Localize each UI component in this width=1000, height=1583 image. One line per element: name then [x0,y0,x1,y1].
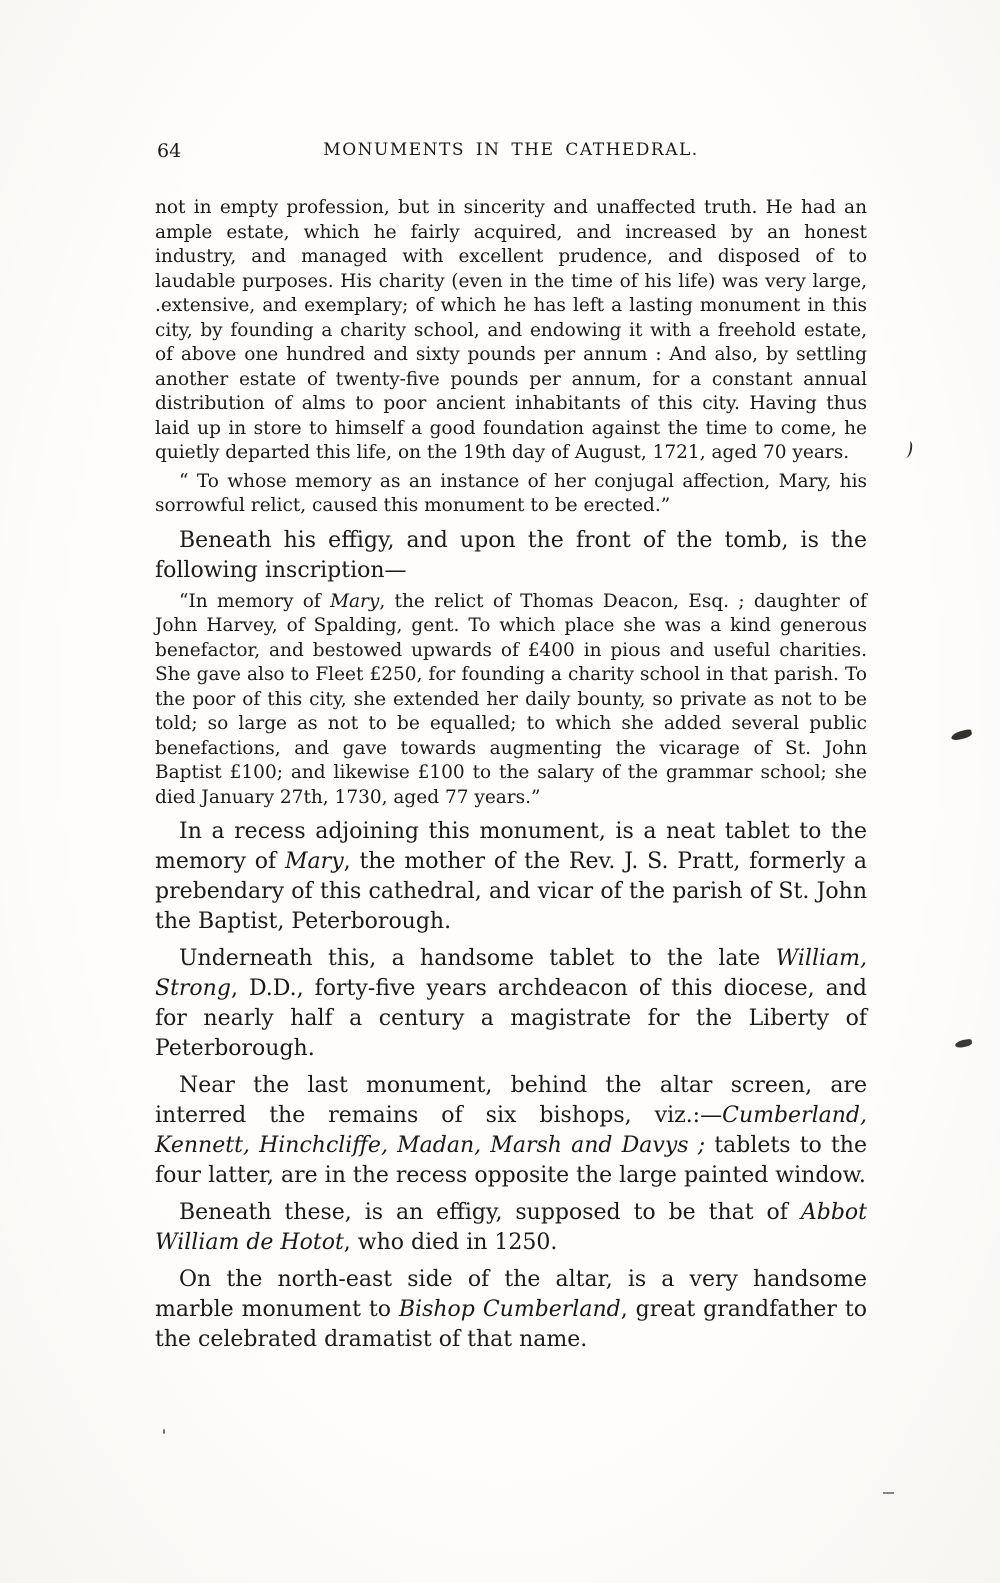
paragraph-mary-deacon-inscription [155,590,867,811]
text-segment: In a recess adjoining this monument, is a neat tablet to the memory of [155,819,867,874]
page-number: 64 [157,140,182,162]
text-segment: On the north-east side of the altar, is a very handsome marble monument to [155,1267,867,1322]
text-segment: , great grandfather to the celebrated dramatist of that name. [155,1297,867,1352]
paragraph-deacon-epitaph-continuation [155,196,867,466]
ink-mark-right-edge-lower [955,1039,973,1049]
page-header [155,140,867,164]
paragraph-intro-to-inscription [155,526,867,586]
paragraph-six-bishops-interred [155,1071,867,1191]
text-segment: tablets to the four latter, are in the recess opposite the large painted window. [155,1133,867,1188]
text-segment: Beneath his effigy, and upon the front of the tomb, is the following inscription— [155,527,867,583]
paragraph-effigy-abbot-hotot [155,1198,867,1258]
text-segment: , who died in 1250. [343,1230,558,1255]
text-segment: “ To whose memory as an instance of her conjugal affection, Mary, his sorrowful relict, caused this monument to be erected.” [155,470,867,516]
text-segment: not in empty profession, but in sincerity and unaffected truth. He had an ample estate, which he fairly acquired, and increased by an honest industry, and managed with excellent prudence, and disposed of to laudable purposes. His charity (even in the time of his life) was very large, .extensive, and exemplary; of which he has left a lasting monument in this city, by founding a charity school, and endowing it with a freehold estate, of above one hundred and sixty pounds per annum : And also, by settling another estate of twenty-five pounds per annum, for a constant annual distribution of alms to poor ancient inhabitants of this city. Having thus laid up in store to himself a good foundation against the time to come, he quietly departed this life, on the 19th day of August, 1721, aged 70 years. [155,197,867,463]
ink-mark-bottom-left-dot [163,1429,165,1434]
page-body [155,192,867,1355]
ink-mark-margin-curl [902,441,913,459]
text-segment: , the mother of the Rev. J. S. Pratt, formerly a prebendary of this cathedral, and vicar of the parish of St. John the Baptist, Peterborough. [155,849,868,934]
text-segment-italic: William, Strong [155,946,867,1001]
text-segment: Underneath this, a handsome tablet to the late [179,946,776,971]
text-segment-italic: Bishop Cumberland [398,1297,621,1322]
text-segment: Beneath these, is an effigy, supposed to be that of [179,1200,801,1225]
ink-mark-bottom-right-dash [883,1492,894,1494]
text-segment: “In memory of [179,590,331,612]
text-segment-italic: Cumberland, Kennett, Hinchcliffe, Madan, Marsh and Davys ; [155,1103,867,1158]
paragraph-memory-dedication [155,470,867,519]
ink-mark-right-edge-upper [950,729,972,742]
text-segment: , D.D., forty-five years archdeacon of this diocese, and for nearly half a century a magistrate for the Liberty of Peterborough. [155,976,867,1061]
running-title: MONUMENTS IN THE CATHEDRAL. [323,140,699,160]
text-segment-italic: Mary [330,590,380,612]
text-segment-italic: Abbot William de Hotot [155,1200,867,1255]
paragraph-bishop-cumberland-monument [155,1265,867,1355]
text-segment: Near the last monument, behind the altar screen, are interred the remains of six bishops, viz.:— [155,1073,867,1128]
text-segment: , the relict of Thomas Deacon, Esq. ; daughter of John Harvey, of Spalding, gent. To which place she was a kind generous benefactor, and bestowed upwards of £400 in pious and useful charities. She gave also to Fleet £250, for founding a charity school in that parish. To the poor of this city, she extended her daily bounty, so private as not to be told; so large as not to be equalled; to which she added several public benefactions, and gave towards augmenting the vicarage of St. John Baptist £100; and likewise £100 to the salary of the grammar school; she died January 27th, 1730, aged 77 years.” [155,590,867,808]
text-segment-italic: Mary [285,849,344,874]
paragraph-recess-tablet-mary-pratt [155,817,867,937]
paragraph-william-strong-tablet [155,944,867,1064]
